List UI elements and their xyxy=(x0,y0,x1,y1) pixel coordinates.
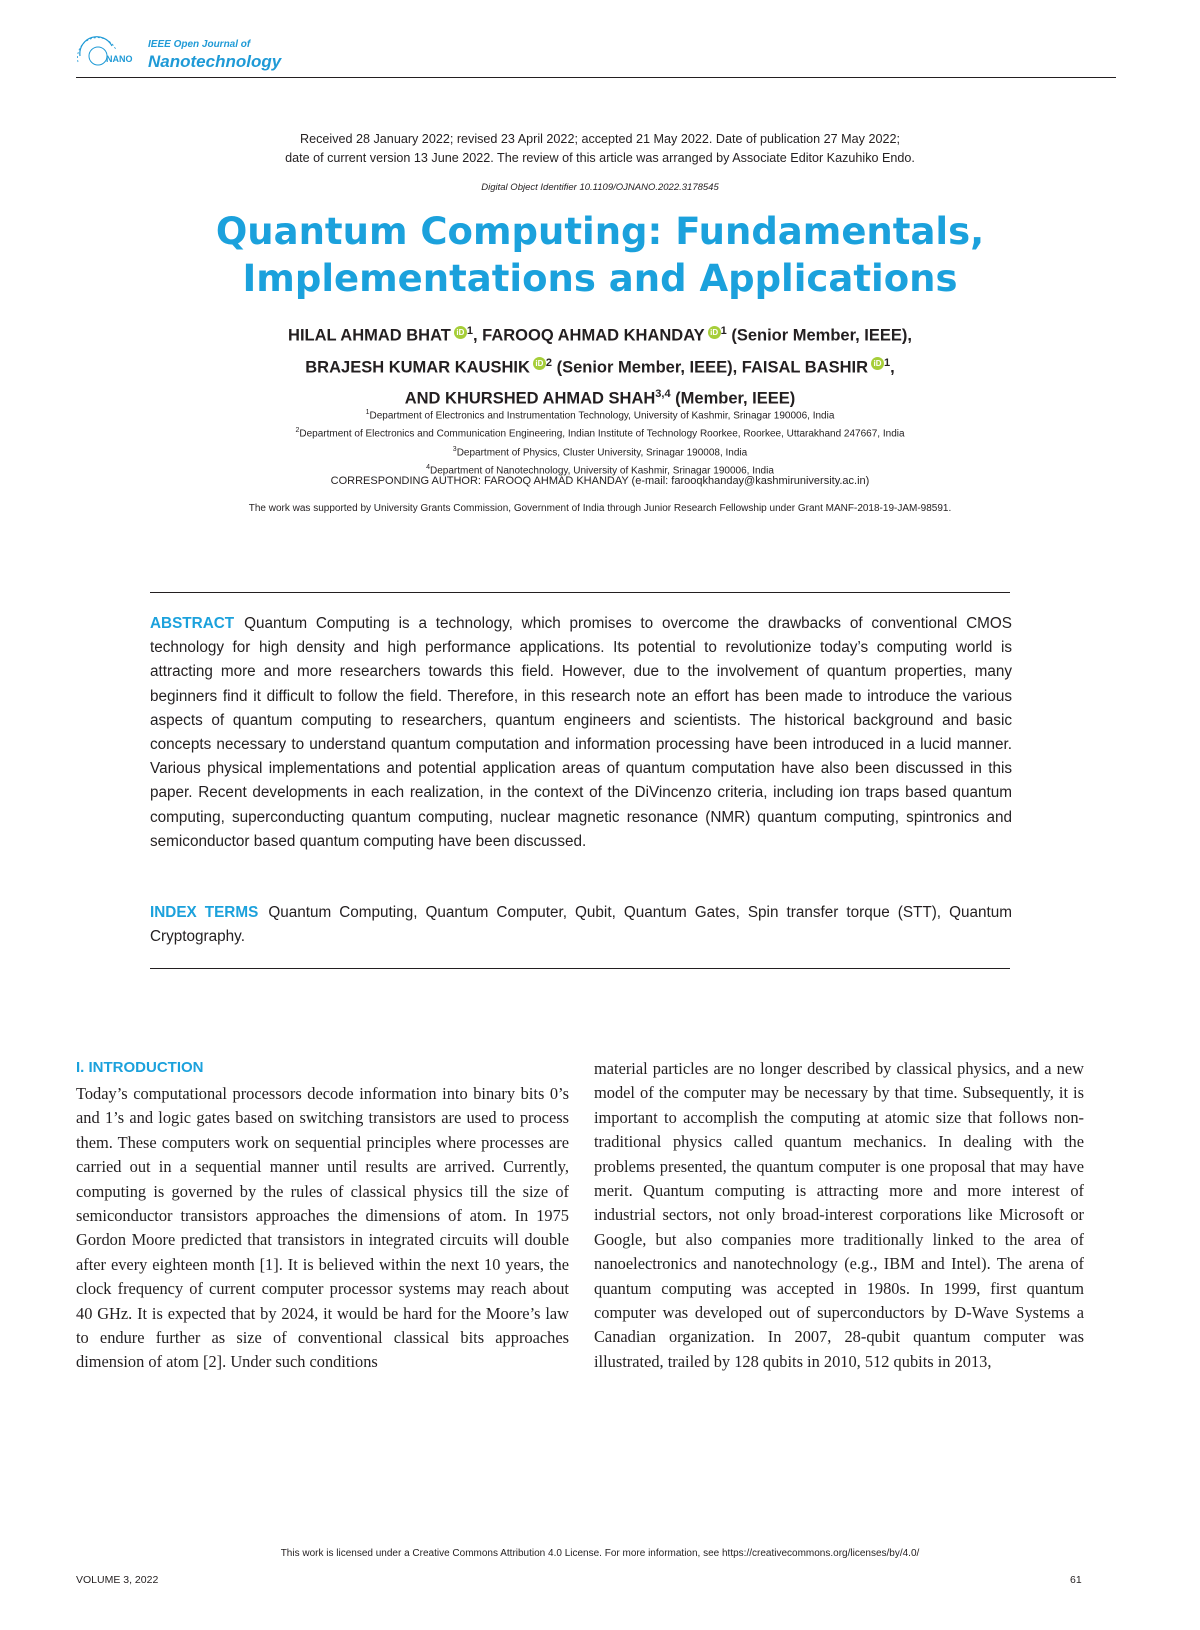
author-name: HILAL AHMAD BHAT xyxy=(288,326,451,345)
received-dates xyxy=(150,130,1050,168)
author-name: AND KHURSHED AHMAD SHAH xyxy=(404,389,656,408)
author-role: (Member, IEEE) xyxy=(670,389,796,408)
title-line1: Quantum Computing: Fundamentals, xyxy=(215,210,985,253)
affil-text: Department of Physics, Cluster University, Srinagar 190008, India xyxy=(456,446,748,458)
page-number: 61 xyxy=(1070,1574,1082,1586)
affiliation-item xyxy=(100,405,1100,423)
index-terms-text: Quantum Computing, Quantum Computer, Qubit, Quantum Gates, Spin transfer torque (STT), Quantum Cryptography. xyxy=(150,904,1012,946)
volume-label: VOLUME 3, 2022 xyxy=(76,1574,159,1586)
orcid-icon[interactable]: iD xyxy=(871,357,884,370)
affil-number: 3 xyxy=(452,445,457,453)
received-line2: date of current version 13 June 2022. The review of this article was arranged by Associate Editor Kazuhiko Endo. xyxy=(285,151,915,165)
license-note: This work is licensed under a Creative Commons Attribution 4.0 License. For more information, see https://creativecommons.org/licenses/by/4.0/ xyxy=(280,1548,920,1559)
affil-number: 2 xyxy=(295,427,300,435)
logo-text: NANO xyxy=(106,54,133,64)
funding-note: The work was supported by University Grants Commission, Government of India through Junior Research Fellowship under Grant MANF-2018-19-JAM-98591. xyxy=(248,503,952,514)
received-line1: Received 28 January 2022; revised 23 April 2022; accepted 21 May 2022. Date of publication 27 May 2022; xyxy=(300,132,900,146)
author-separator: , xyxy=(890,358,895,376)
affil-text: Department of Electronics and Communication Engineering, Indian Institute of Technology Roorkee, Roorkee, Uttarakhand 247667, India xyxy=(299,428,905,440)
orcid-icon[interactable]: iD xyxy=(708,326,721,339)
index-terms-label: INDEX TERMS xyxy=(150,904,259,921)
affil-text: Department of Electronics and Instrumentation Technology, University of Kashmir, Srinagar 190006, India xyxy=(369,410,835,422)
affil-number: 1 xyxy=(365,409,370,416)
author-role: (Senior Member, IEEE), FAISAL BASHIR xyxy=(552,358,869,376)
affil-sup: 1 xyxy=(720,325,727,337)
orcid-icon[interactable]: iD xyxy=(533,357,546,370)
affiliation-item xyxy=(100,442,1100,460)
affil-text: Department of Nanotechnology, University of Kashmir, Srinagar 190006, India xyxy=(430,465,774,477)
corresponding-author: CORRESPONDING AUTHOR: FAROOQ AHMAD KHANDAY (e-mail: farooqkhanday@kashmiruniversity.ac.in) xyxy=(330,475,870,487)
abstract-rule-bottom xyxy=(150,968,1010,969)
affil-sup: 1 xyxy=(884,356,891,369)
body-column-right: material particles are no longer described by classical physics, and a new model of the computer may be necessary by that time. Subsequently, it is important to accomplish the computing at atomic size that follows non-traditional physics called quantum mechanics. In dealing with the problems presented, the quantum computer is one proposal that may have merit. Quantum computing is attracting more and more interest of industrial sectors, not only broad-interest corporations like Microsoft or Google, but also companies more traditionally linked to the area of nanoelectronics and nanotechnology (e.g., IBM and Intel). The arena of quantum computing was accepted in 1980s. In 1999, first quantum computer was developed out of superconductors by D-Wave Systems a Canadian organization. In 2007, 28-qubit quantum computer was illustrated, trailed by 128 qubits in 2010, 512 qubits in 2013, xyxy=(594,1059,1084,1371)
abstract-text: Quantum Computing is a technology, which promises to overcome the drawbacks of conventional CMOS technology for high density and high performance applications. Its potential to revolutionize today’s computing world is attracting more and more researchers towards this field. However, due to the involvement of quantum properties, many beginners find it difficult to follow the field. Therefore, in this research note an effort has been made to introduce the various aspects of quantum computing to researchers, quantum engineers and scientists. The historical background and basic concepts necessary to understand quantum computation and information processing have been introduced in a lucid manner. Various physical implementations and potential application areas of quantum computation have also been discussed in this paper. Recent developments in each realization, in the context of the DiVincenzo criteria, including ion traps based quantum computing, superconducting quantum computing, nuclear magnetic resonance (NMR) quantum computing, spintronics and semiconductor based quantum computing have been discussed. xyxy=(150,615,1012,850)
author-name: BRAJESH KUMAR KAUSHIK xyxy=(305,358,530,376)
abstract xyxy=(150,612,1012,854)
author-role: (Senior Member, IEEE), xyxy=(726,326,912,345)
author-list xyxy=(100,318,1100,413)
abstract-rule-top xyxy=(150,592,1010,593)
section-heading: I. INTRODUCTION xyxy=(76,1059,204,1076)
affil-sup: 2 xyxy=(545,356,552,369)
affil-sup: 3,4 xyxy=(655,388,671,400)
affil-number: 4 xyxy=(426,463,430,471)
header-rule xyxy=(76,77,1116,78)
affiliation-item xyxy=(100,423,1100,441)
affiliations xyxy=(100,405,1100,478)
journal-name-line2: Nanotechnology xyxy=(148,52,282,71)
title-line2: Implementations and Applications xyxy=(242,257,958,300)
doi: Digital Object Identifier 10.1109/OJNANO.2022.3178545 xyxy=(481,182,719,193)
body-column-left: Today’s computational processors decode information into binary bits 0’s and 1’s and logic gates based on switching transistors are used to process them. These computers work on sequential principles where processes are carried out in a sequential manner until results are arrived. Currently, computing is governed by the rules of classical physics till the size of semiconductor transistors approaches the dimensions of atom. In 1975 Gordon Moore predicted that transistors in integrated circuits will double after every eighteen month [1]. It is believed within the next 10 years, the clock frequency of current computer processor systems may reach about 40 GHz. It is expected that by 2024, it would be hard for the Moore’s law to endure further as size of conventional classical bits approaches dimension of atom [2]. Under such conditions xyxy=(76,1084,569,1372)
affil-sup: 1 xyxy=(466,325,473,337)
index-terms xyxy=(150,901,1012,949)
journal-logo xyxy=(76,36,142,74)
paper-title xyxy=(100,208,1100,302)
orcid-icon[interactable]: iD xyxy=(454,326,467,339)
abstract-label: ABSTRACT xyxy=(150,615,235,632)
journal-name-line1: IEEE Open Journal of xyxy=(148,39,251,50)
author-name: , FAROOQ AHMAD KHANDAY xyxy=(473,326,705,345)
